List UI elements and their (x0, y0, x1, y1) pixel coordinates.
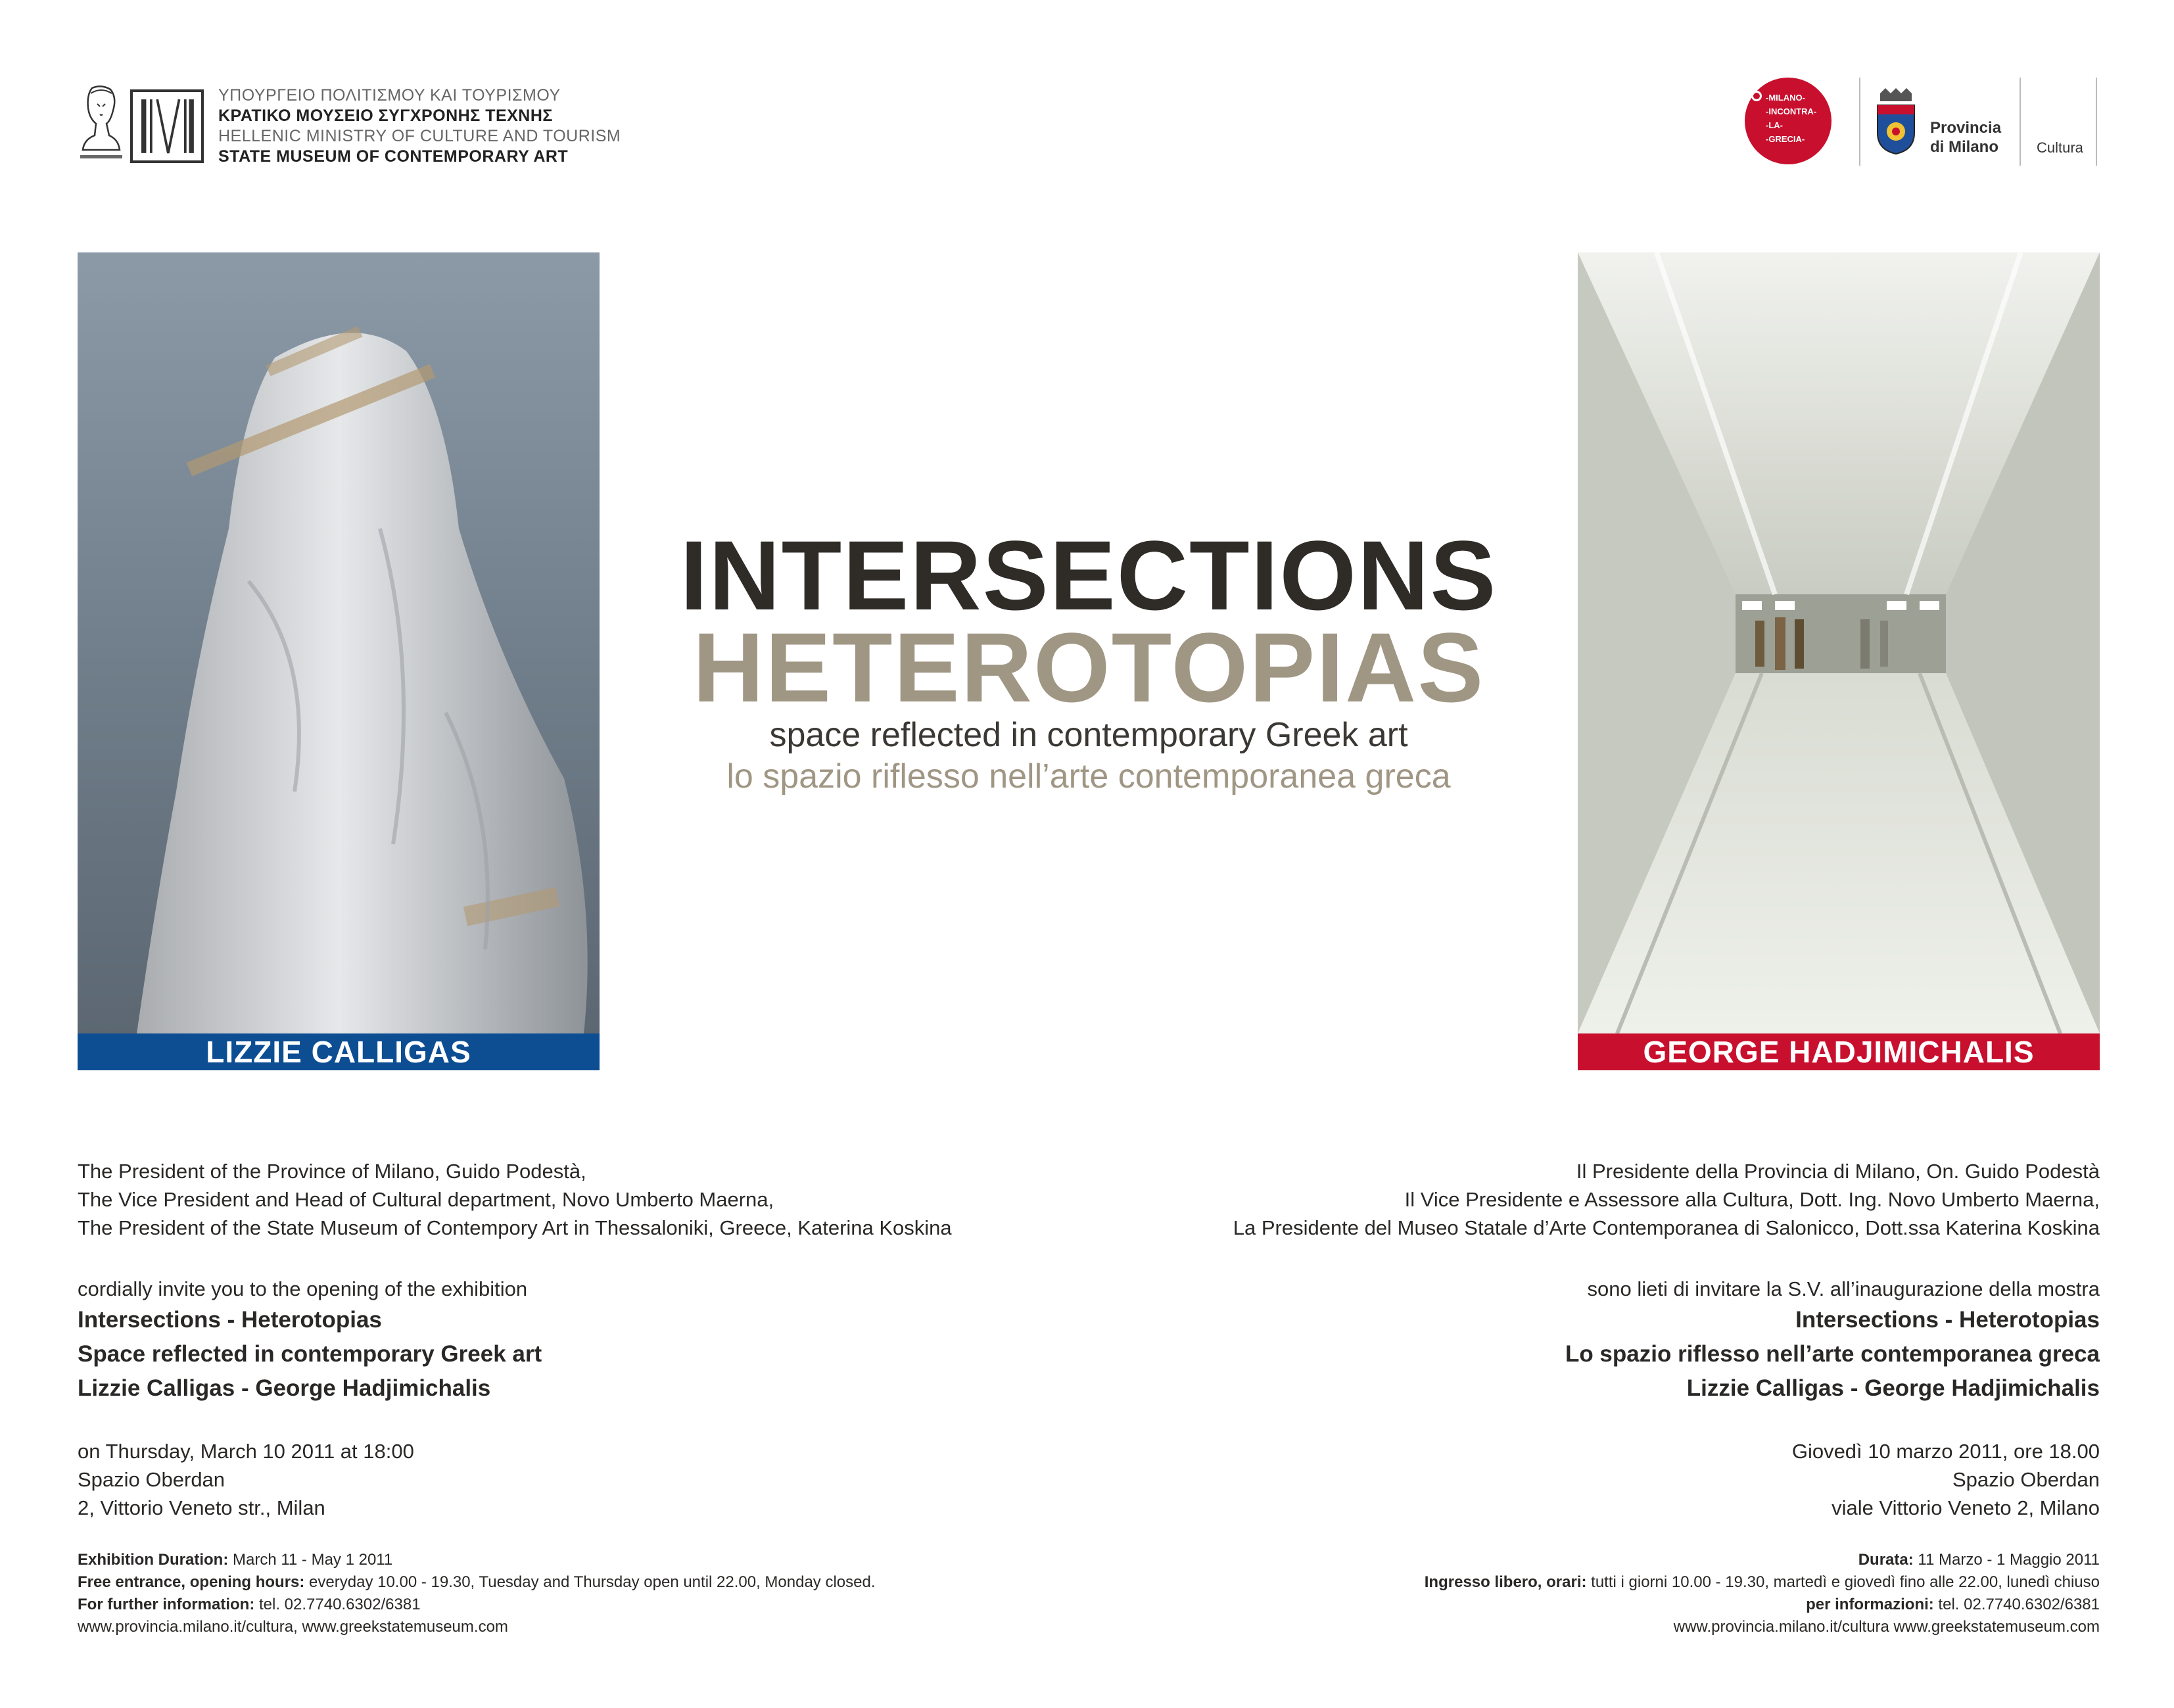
english-duration-label: Exhibition Duration: (78, 1551, 229, 1569)
italian-contact (1074, 1594, 2100, 1616)
italian-contact-value: tel. 02.7740.6302/6381 (1933, 1596, 2100, 1613)
italian-websites: www.provincia.milano.it/cultura www.greekstatemuseum.com (1673, 1618, 2100, 1636)
badge-ring-icon (1751, 91, 1762, 101)
italian-venue: Spazio Oberdan (1952, 1468, 2100, 1491)
italian-hosts (1074, 1157, 2100, 1242)
english-hours (78, 1571, 1103, 1594)
artist-name-lizzie-calligas: LIZZIE CALLIGAS (206, 1035, 471, 1069)
artist-label-right (1578, 1033, 2100, 1070)
ministry-name-block (218, 85, 621, 167)
italian-exhibition-artists: Lizzie Calligas - George Hadjimichalis (1686, 1375, 2100, 1401)
english-practical-info (78, 1549, 1103, 1638)
badge-text: -MILANO- -INCONTRA- -LA- -GRECIA- (1766, 93, 1817, 144)
english-address: 2, Vittorio Veneto str., Milan (78, 1496, 325, 1519)
italian-practical-info (1074, 1549, 2100, 1638)
english-exhibition-subtitle: Space reflected in contemporary Greek art (78, 1341, 542, 1367)
milano-incontra-la-grecia-badge (1745, 78, 1831, 164)
italian-address: viale Vittorio Veneto 2, Milano (1831, 1496, 2100, 1519)
tagline-english: space reflected in contemporary Greek art (769, 716, 1408, 754)
english-hours-label: Free entrance, opening hours: (78, 1573, 305, 1591)
exhibition-subtitle: HETEROTOPIAS (692, 612, 1485, 723)
italian-date-time: Giovedì 10 marzo 2011, ore 18.00 (1791, 1440, 2100, 1463)
ministry-line-greek-1: ΥΠΟΥΡΓΕΙΟ ΠΟΛΙΤΙΣΜΟΥ ΚΑΙ ΤΟΥΡΙΣΜΟΥ (218, 86, 561, 105)
english-host-line: The President of the State Museum of Contempory Art in Thessaloniki, Greece, Katerina Koskina (78, 1216, 952, 1239)
english-hours-value: everyday 10.00 - 19.30, Tuesday and Thursday open until 22.00, Monday closed. (304, 1573, 876, 1591)
italian-invite-line: sono lieti di invitare la S.V. all’inaugurazione della mostra (1587, 1277, 2100, 1300)
ministry-line-english-1: HELLENIC MINISTRY OF CULTURE AND TOURISM (218, 127, 621, 145)
exhibition-title: INTERSECTIONS (680, 520, 1498, 630)
english-exhibition-artists: Lizzie Calligas - George Hadjimichalis (78, 1375, 491, 1401)
cultura-label: Cultura (2037, 139, 2083, 156)
english-date-time: on Thursday, March 10 2011 at 18:00 (78, 1440, 414, 1463)
english-duration (78, 1549, 1103, 1571)
italian-exhibition-subtitle: Lo spazio riflesso nell’arte contemporanea greca (1565, 1341, 2100, 1367)
english-invite-line: cordially invite you to the opening of the exhibition (78, 1277, 528, 1300)
italian-host-line: Il Presidente della Provincia di Milano, On. Guido Podestà (1576, 1160, 2100, 1183)
ministry-line-english-2: STATE MUSEUM OF CONTEMPORARY ART (218, 147, 569, 166)
tagline-italian: lo spazio riflesso nell’arte contemporanea greca (726, 757, 1451, 795)
english-exhibition-title: Intersections - Heterotopias (78, 1307, 382, 1333)
partner-divider (2096, 78, 2097, 166)
italian-hours (1074, 1571, 2100, 1594)
italian-duration-label: Durata: (1858, 1551, 1914, 1569)
artist-label-left (78, 1033, 600, 1070)
italian-exhibition-title: Intersections - Heterotopias (1795, 1307, 2100, 1333)
italian-duration (1074, 1549, 2100, 1571)
artist-name-george-hadjimichalis: GEORGE HADJIMICHALIS (1643, 1035, 2035, 1069)
italian-invitation (1074, 1275, 2100, 1406)
italian-hours-label: Ingresso libero, orari: (1424, 1573, 1587, 1591)
province-name-line-2: di Milano (1930, 138, 1998, 156)
george-hadjimichalis-artwork (1578, 252, 2100, 1033)
province-name-line-1: Provincia (1930, 119, 2002, 137)
ministry-line-greek-2: ΚΡΑΤΙΚΟ ΜΟΥΣΕΙΟ ΣΥΓΧΡΟΝΗΣ ΤΕΧΝΗΣ (218, 107, 553, 125)
province-crest-icon (1875, 87, 1917, 155)
english-websites: www.provincia.milano.it/cultura, www.greekstatemuseum.com (78, 1618, 508, 1636)
english-duration-value: March 11 - May 1 2011 (228, 1551, 393, 1569)
italian-contact-label: per informazioni: (1806, 1596, 1934, 1613)
english-contact-value: tel. 02.7740.6302/6381 (254, 1596, 421, 1613)
corridor-installation-image (1578, 252, 2100, 1033)
english-event-details (78, 1437, 1103, 1522)
english-contact (78, 1594, 1103, 1616)
italian-host-line: La Presidente del Museo Statale d’Arte Contemporanea di Salonicco, Dott.ssa Katerina Koskina (1233, 1216, 2100, 1239)
province-name (1930, 118, 2001, 156)
english-host-line: The President of the Province of Milano, Guido Podestà, (78, 1160, 586, 1183)
partner-divider (2020, 78, 2021, 166)
museum-bust-logo (78, 84, 125, 166)
english-venue: Spazio Oberdan (78, 1468, 225, 1491)
exhibition-title-block (600, 520, 1578, 797)
english-hosts (78, 1157, 1103, 1242)
italian-hours-value: tutti i giorni 10.00 - 19.30, martedì e giovedì fino alle 22.00, lunedì chiuso (1586, 1573, 2100, 1591)
italian-host-line: Il Vice Presidente e Assessore alla Cultura, Dott. Ing. Novo Umberto Maerna, (1404, 1188, 2100, 1211)
italian-duration-value: 11 Marzo - 1 Maggio 2011 (1913, 1551, 2100, 1569)
draped-figure-image (78, 252, 600, 1033)
ministry-logo-mark (130, 89, 204, 163)
english-contact-label: For further information: (78, 1596, 255, 1613)
partner-divider (1859, 78, 1860, 166)
english-invitation (78, 1275, 1103, 1406)
english-host-line: The Vice President and Head of Cultural department, Novo Umberto Maerna, (78, 1188, 774, 1211)
italian-event-details (1074, 1437, 2100, 1522)
lizzie-calligas-artwork (78, 252, 600, 1033)
